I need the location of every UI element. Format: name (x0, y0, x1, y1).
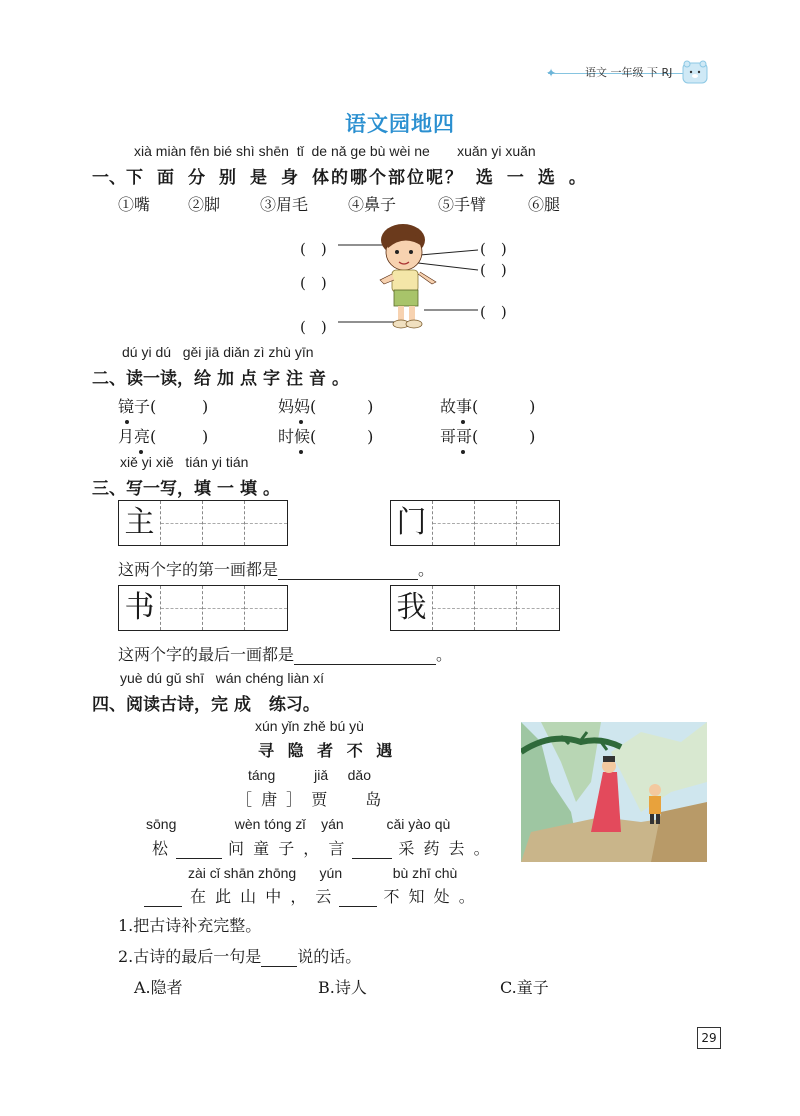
q3-pinyin: xiě yi xiě tián yi tián (120, 454, 249, 470)
q1-blank-leg[interactable]: ( ) (480, 303, 507, 321)
poem-author: ［ 唐 ］ 贾 岛 (236, 790, 384, 809)
poem-line2-pinyin: zài cǐ shān zhōng yún bù zhī chù (188, 865, 458, 881)
poem-title: 寻 隐 者 不 遇 (258, 741, 397, 760)
grid-char: 书 (119, 586, 161, 630)
q2-pinyin: dú yi dú gěi jiā diǎn zì zhù yīn (122, 344, 314, 360)
writing-grid-wo[interactable] (390, 585, 560, 631)
q2-word-4: 月亮 ( ) (118, 424, 208, 447)
q1-blank-foot[interactable]: ( ) (300, 318, 327, 336)
answer-blank[interactable] (261, 947, 297, 967)
header-term: 下 (647, 66, 658, 79)
choice-b[interactable]: B.诗人 (318, 978, 367, 997)
poem-blank[interactable] (352, 839, 392, 859)
choice-a[interactable]: A.隐者 (134, 978, 183, 997)
header-grade: 一年级 (610, 66, 644, 79)
bear-mascot-icon (682, 60, 708, 84)
poem-line-1: 松 问 童 子 ， 言 采 药 去 。 (152, 839, 492, 858)
writing-grid-zhu[interactable] (118, 500, 288, 546)
q1-blank-eyebrow[interactable]: ( ) (300, 240, 327, 258)
q1-option-1: ①嘴 (118, 195, 151, 214)
q2-word-5: 时候 ( ) (278, 424, 373, 447)
q3-sentence-1: 这两个字的第一画都是 。 (118, 560, 435, 579)
poem-blank[interactable] (176, 839, 222, 859)
author-pinyin: táng jiǎ dǎo (248, 767, 371, 783)
poem-blank[interactable] (339, 887, 377, 907)
q2-word-2: 妈妈 ( ) (278, 394, 373, 417)
q1-option-2: ②脚 (188, 195, 221, 214)
q2-word-3: 故事 ( ) (440, 394, 535, 417)
choice-c[interactable]: C.童子 (500, 978, 549, 997)
q1-blank-arm[interactable]: ( ) (300, 274, 327, 292)
answer-blank[interactable] (294, 645, 436, 665)
q1-blank-nose[interactable]: ( ) (480, 240, 507, 258)
star-icon: ✦ (546, 66, 557, 80)
grid-char: 我 (391, 586, 433, 630)
answer-blank[interactable] (278, 560, 418, 580)
header-edition: RJ (661, 66, 673, 79)
q2-word-6: 哥哥 ( ) (440, 424, 535, 447)
grid-char: 主 (119, 501, 161, 545)
q3-title: 三、写一写，填一填。 (92, 479, 286, 499)
header-subject: 语文 (585, 66, 607, 79)
q1-option-6: ⑥腿 (528, 195, 561, 214)
q3-sentence-2: 这两个字的最后一画都是 。 (118, 645, 453, 664)
poem-line-2: 在 此 山 中 ， 云 不 知 处 。 (144, 884, 477, 907)
q4-task-2: 2.古诗的最后一句是 说的话。 (118, 947, 362, 966)
q4-task-1: 1.把古诗补充完整。 (118, 916, 262, 935)
q4-title: 四、阅读古诗，完成 练习。 (92, 695, 320, 715)
q2-title: 二、读一读，给加点字注音。 (92, 369, 355, 389)
q1-option-4: ④鼻子 (348, 195, 397, 214)
q1-blank-mouth[interactable]: ( ) (480, 261, 507, 279)
q4-pinyin: yuè dú gǔ shī wán chéng liàn xí (120, 670, 324, 686)
writing-grid-shu[interactable] (118, 585, 288, 631)
q2-word-1: 镜子 ( ) (118, 394, 208, 417)
poem-illustration (521, 722, 707, 862)
page-title: 语文园地四 (345, 112, 455, 136)
page-number: 29 (697, 1027, 721, 1049)
writing-grid-men[interactable] (390, 500, 560, 546)
q1-option-3: ③眉毛 (260, 195, 309, 214)
header-info (585, 64, 672, 80)
q1-title: 一、下面分别是身体的哪个部位呢？ 选一选。 (92, 168, 600, 188)
poem-blank[interactable] (144, 887, 182, 907)
poem-title-pinyin: xún yǐn zhě bú yù (255, 718, 364, 734)
q1-option-5: ⑤手臂 (438, 195, 487, 214)
grid-char: 门 (391, 501, 433, 545)
q1-pinyin: xià miàn fēn bié shì shēn tǐ de nǎ ge bù wèi ne xuǎn yi xuǎn (134, 143, 536, 159)
poem-line1-pinyin: sōng wèn tóng zǐ yán cǎi yào qù (146, 816, 451, 832)
